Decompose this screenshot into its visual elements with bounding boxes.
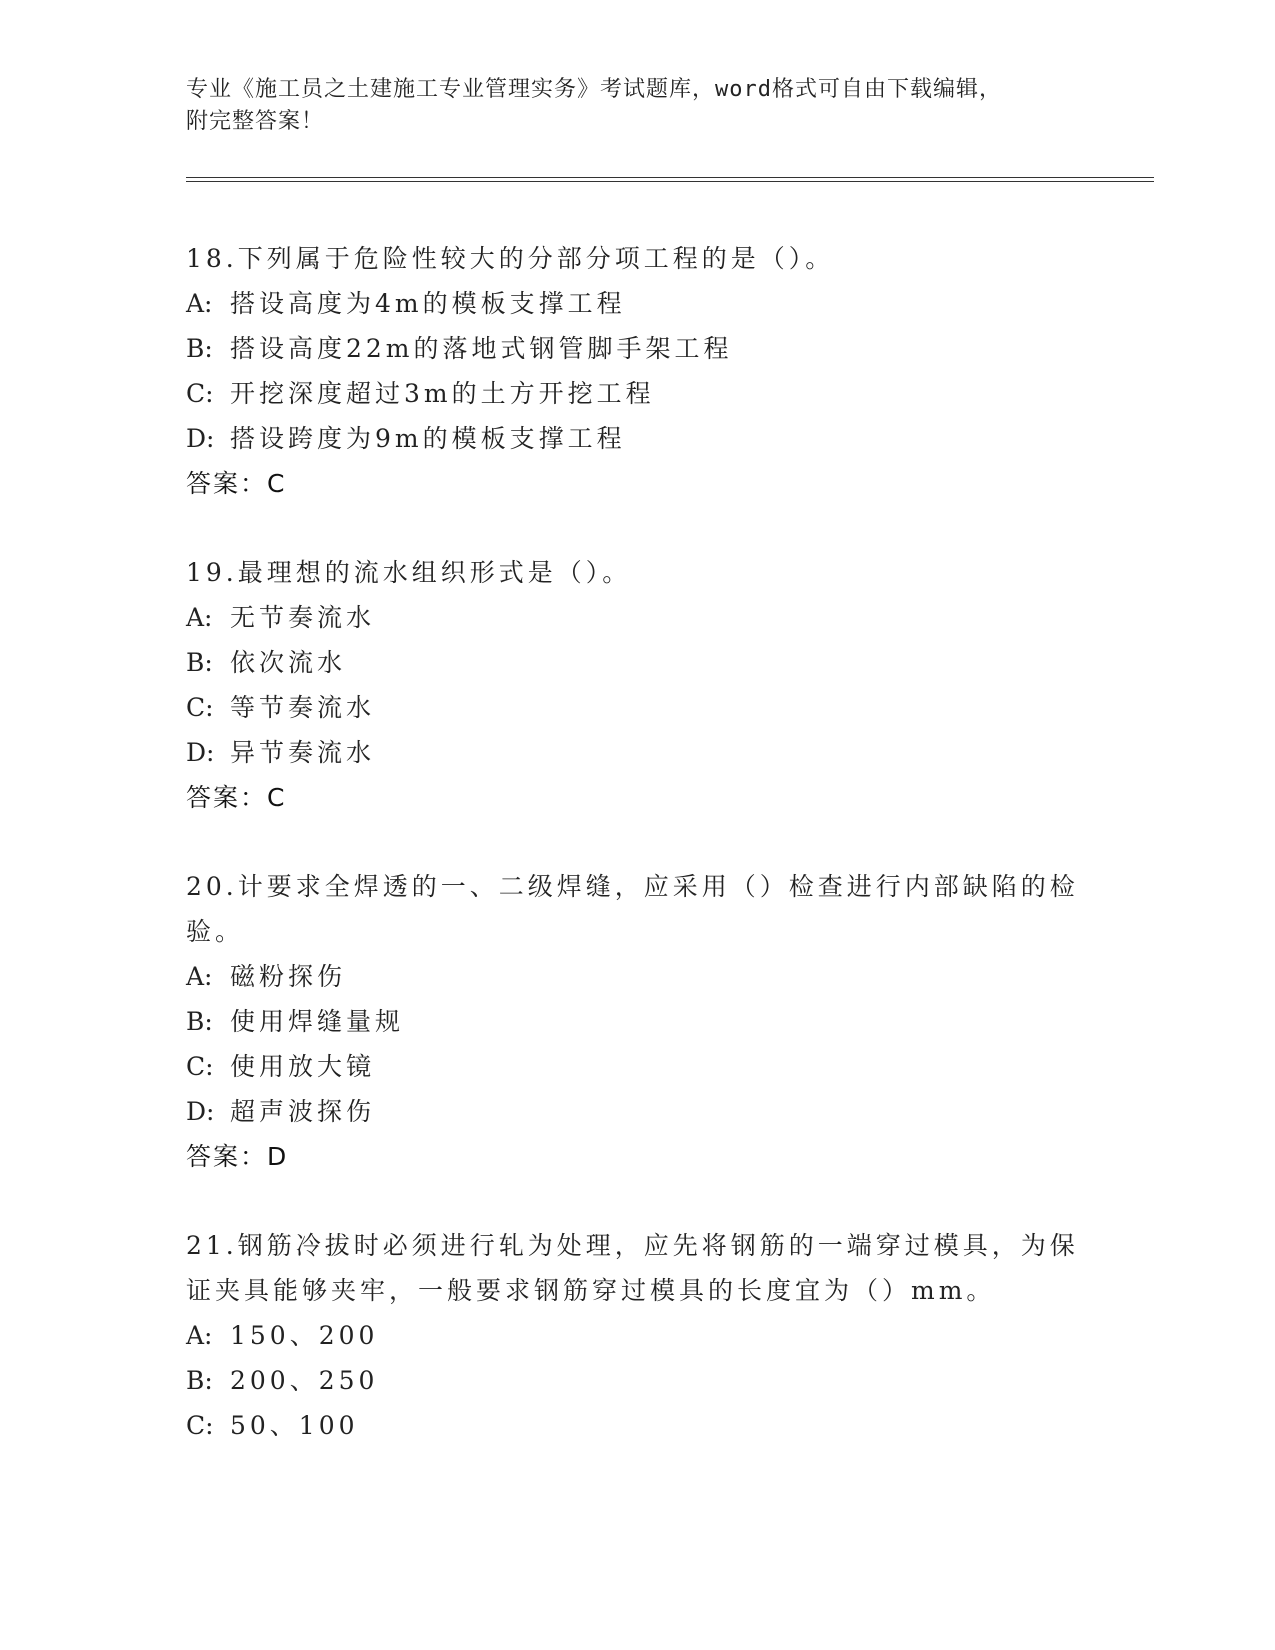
option-letter: A:: [186, 603, 213, 632]
option-b: [186, 326, 1086, 371]
option-letter: A:: [186, 962, 213, 991]
option-letter: A:: [186, 289, 213, 318]
option-text: 等节奏流水: [230, 693, 376, 722]
option-c: [186, 685, 1086, 730]
option-d: [186, 730, 1086, 775]
option-text: 使用放大镜: [230, 1052, 376, 1081]
option-letter: B:: [186, 1366, 213, 1395]
option-letter: B:: [186, 334, 213, 363]
question-19: [186, 550, 1086, 820]
option-text: 磁粉探伤: [230, 962, 347, 991]
option-c: [186, 1044, 1086, 1089]
option-d: [186, 416, 1086, 461]
option-text: 搭设高度22m的落地式钢管脚手架工程: [230, 334, 733, 363]
option-letter: D:: [186, 424, 215, 453]
answer-line: 答案：C: [186, 469, 287, 498]
option-letter: B:: [186, 1007, 213, 1036]
header-divider: [186, 177, 1154, 182]
option-text: 依次流水: [230, 648, 347, 677]
option-letter: B:: [186, 648, 213, 677]
header-line-1: 专业《施工员之土建施工专业管理实务》考试题库，word格式可自由下载编辑，: [186, 77, 1002, 102]
option-letter: C:: [186, 1052, 214, 1081]
question-stem-line-1: 20.计要求全焊透的一、二级焊缝，应采用（）检查进行内部缺陷的检: [186, 872, 1079, 901]
question-21: [186, 1223, 1086, 1448]
option-text: 无节奏流水: [230, 603, 376, 632]
option-text: 搭设高度为4m的模板支撑工程: [230, 289, 626, 318]
option-text: 超声波探伤: [230, 1097, 376, 1126]
option-c: [186, 371, 1086, 416]
option-d: [186, 1089, 1086, 1134]
option-a: [186, 1313, 1086, 1358]
document-header: [186, 74, 1086, 138]
option-a: [186, 281, 1086, 326]
option-b: [186, 640, 1086, 685]
question-list: [186, 236, 1086, 1492]
option-b: [186, 999, 1086, 1044]
option-b: [186, 1358, 1086, 1403]
option-text: 开挖深度超过3m的土方开挖工程: [230, 379, 655, 408]
option-a: [186, 595, 1086, 640]
header-line-2: 附完整答案！: [186, 109, 325, 134]
question-stem-line-2: 验。: [186, 917, 245, 946]
option-text: 异节奏流水: [230, 738, 376, 767]
option-text: 150、200: [230, 1321, 379, 1350]
option-text: 50、100: [230, 1411, 359, 1440]
option-letter: C:: [186, 693, 214, 722]
option-letter: D:: [186, 1097, 215, 1126]
answer-line: 答案：D: [186, 1142, 289, 1171]
option-letter: A:: [186, 1321, 213, 1350]
option-letter: C:: [186, 379, 214, 408]
option-c: [186, 1403, 1086, 1448]
option-letter: C:: [186, 1411, 214, 1440]
option-a: [186, 954, 1086, 999]
option-text: 200、250: [230, 1366, 379, 1395]
question-18: [186, 236, 1086, 506]
option-text: 搭设跨度为9m的模板支撑工程: [230, 424, 626, 453]
question-20: [186, 864, 1086, 1179]
option-text: 使用焊缝量规: [230, 1007, 405, 1036]
question-stem-line-1: 21.钢筋冷拔时必须进行轧为处理，应先将钢筋的一端穿过模具，为保: [186, 1231, 1079, 1260]
option-letter: D:: [186, 738, 215, 767]
question-stem-line-2: 证夹具能够夹牢，一般要求钢筋穿过模具的长度宜为（）mm。: [186, 1276, 996, 1305]
question-stem: 18.下列属于危险性较大的分部分项工程的是（）。: [186, 244, 835, 273]
question-stem: 19.最理想的流水组织形式是（）。: [186, 558, 632, 587]
answer-line: 答案：C: [186, 783, 287, 812]
